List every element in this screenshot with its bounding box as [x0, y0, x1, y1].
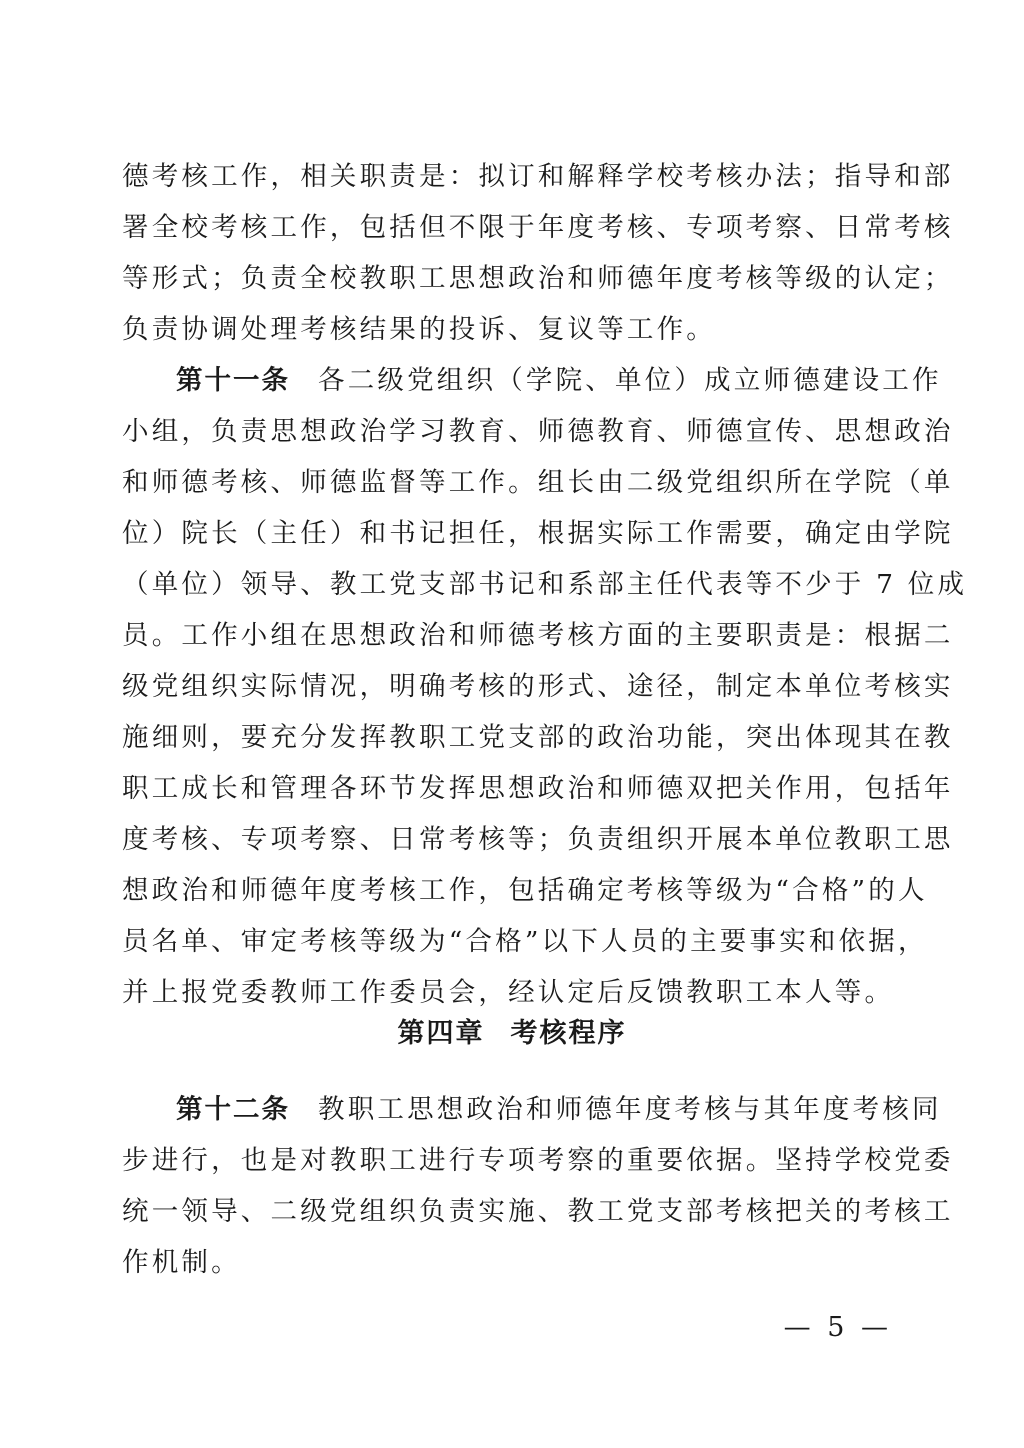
text-line: 署全校考核工作，包括但不限于年度考核、专项考察、日常考核	[122, 212, 954, 243]
text-line: 度考核、专项考察、日常考核等；负责组织开展本单位教职工思	[122, 824, 954, 855]
text-line: 想政治和师德年度考核工作，包括确定考核等级为“合格”的人	[122, 875, 928, 906]
article-11-first-line-text: 各二级党组织（学院、单位）成立师德建设工作	[318, 365, 942, 396]
text-line: 负责协调处理考核结果的投诉、复议等工作。	[122, 314, 716, 345]
text-line: 施细则，要充分发挥教职工党支部的政治功能，突出体现其在教	[122, 722, 954, 753]
text-line: 位）院长（主任）和书记担任，根据实际工作需要，确定由学院	[122, 518, 954, 549]
text-line: 德考核工作，相关职责是：拟订和解释学校考核办法；指导和部	[122, 161, 954, 192]
text-line: 员名单、审定考核等级为“合格”以下人员的主要事实和依据，	[122, 926, 928, 957]
text-line: 并上报党委教师工作委员会，经认定后反馈教职工本人等。	[122, 977, 895, 1008]
article-12-first-line-text: 教职工思想政治和师德年度考核与其年度考核同	[318, 1094, 942, 1125]
text-line: 作机制。	[122, 1247, 241, 1278]
text-line: 级党组织实际情况，明确考核的形式、途径，制定本单位考核实	[122, 671, 954, 702]
text-line: 步进行，也是对教职工进行专项考察的重要依据。坚持学校党委	[122, 1145, 954, 1176]
text-line: 职工成长和管理各环节发挥思想政治和师德双把关作用，包括年	[122, 773, 954, 804]
page-number: — 5 —	[783, 1312, 892, 1343]
text-line: （单位）领导、教工党支部书记和系部主任代表等不少于 7 位成	[122, 569, 968, 600]
text-line: 和师德考核、师德监督等工作。组长由二级党组织所在学院（单	[122, 467, 954, 498]
article-11-first-line	[122, 361, 942, 401]
text-line: 小组，负责思想政治学习教育、师德教育、师德宣传、思想政治	[122, 416, 954, 447]
text-line: 等形式；负责全校教职工思想政治和师德年度考核等级的认定；	[122, 263, 954, 294]
chapter-number: 第四章	[397, 1018, 485, 1049]
chapter-title: 考核程序	[510, 1018, 627, 1049]
chapter-heading	[0, 1014, 1024, 1054]
article-11-label: 第十一条	[176, 365, 290, 396]
text-line: 员。工作小组在思想政治和师德考核方面的主要职责是：根据二	[122, 620, 954, 651]
article-12-label: 第十二条	[176, 1094, 290, 1125]
text-line: 统一领导、二级党组织负责实施、教工党支部考核把关的考核工	[122, 1196, 954, 1227]
article-12-first-line	[122, 1090, 942, 1130]
